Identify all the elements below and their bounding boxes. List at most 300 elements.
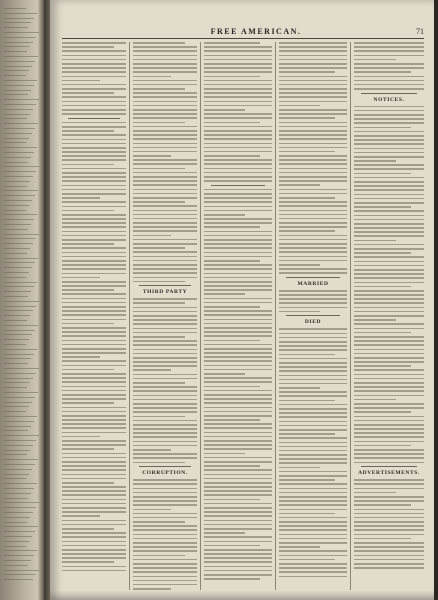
text-line xyxy=(279,521,347,523)
text-line xyxy=(133,193,197,195)
text-line xyxy=(354,131,424,133)
text-line xyxy=(279,433,335,435)
text-line xyxy=(279,134,347,136)
text-line xyxy=(133,67,197,69)
text-line xyxy=(204,260,260,262)
text-line xyxy=(62,189,126,191)
previous-page-text-line xyxy=(4,368,39,369)
text-line xyxy=(279,500,347,502)
previous-page-text-line xyxy=(4,118,27,119)
text-line xyxy=(279,50,347,52)
text-line xyxy=(204,499,260,501)
previous-page-text-line xyxy=(4,426,31,427)
previous-page-text-line xyxy=(4,262,35,263)
previous-page-text-line xyxy=(4,421,34,422)
text-line xyxy=(279,349,347,351)
text-line xyxy=(133,88,185,90)
previous-page-text-line xyxy=(4,234,39,235)
text-line xyxy=(279,290,347,292)
text-line xyxy=(133,546,197,548)
text-line xyxy=(279,168,347,170)
text-line xyxy=(354,445,411,447)
text-line xyxy=(204,105,272,107)
text-line xyxy=(354,403,424,405)
text-line xyxy=(133,272,197,274)
text-line xyxy=(204,398,272,400)
text-line xyxy=(354,110,424,112)
previous-page-text-line xyxy=(4,498,28,499)
text-line xyxy=(62,566,126,568)
text-line xyxy=(204,226,260,228)
text-line xyxy=(279,67,347,69)
text-line xyxy=(133,453,197,455)
text-line xyxy=(354,546,424,548)
text-line xyxy=(279,307,347,309)
text-line xyxy=(133,101,197,103)
text-line xyxy=(204,474,272,476)
text-line xyxy=(354,148,424,150)
text-line xyxy=(279,193,347,195)
text-line xyxy=(279,504,347,506)
text-line xyxy=(279,370,347,372)
text-line xyxy=(133,210,197,212)
text-line xyxy=(62,394,126,396)
text-line xyxy=(354,59,396,61)
text-line xyxy=(204,373,245,375)
section-heading-third-party: THIRD PARTY xyxy=(142,289,188,296)
text-line xyxy=(204,155,260,157)
section-heading-corruption: CORRUPTION. xyxy=(142,470,188,477)
text-line xyxy=(204,113,272,115)
text-line xyxy=(354,500,424,502)
previous-page-text-line xyxy=(4,339,29,340)
text-line xyxy=(133,424,197,426)
text-line xyxy=(204,285,272,287)
text-line xyxy=(204,369,272,371)
text-line xyxy=(354,135,424,137)
text-line xyxy=(354,261,424,263)
text-line xyxy=(204,570,272,572)
text-line xyxy=(279,159,347,161)
text-line xyxy=(204,273,272,275)
text-line xyxy=(204,532,245,534)
text-line xyxy=(279,113,347,115)
text-line xyxy=(204,390,272,392)
text-line xyxy=(354,428,424,430)
text-line xyxy=(204,289,272,291)
previous-page-text-line xyxy=(4,402,32,403)
previous-page-text-line xyxy=(4,517,30,518)
text-line xyxy=(354,177,424,179)
text-line xyxy=(279,180,347,182)
text-line xyxy=(354,529,424,531)
text-line xyxy=(133,336,185,338)
text-line xyxy=(204,306,260,308)
text-line xyxy=(62,432,126,434)
text-line xyxy=(62,352,126,354)
text-line xyxy=(62,273,126,275)
text-line xyxy=(204,147,272,149)
text-line xyxy=(62,55,126,57)
text-line xyxy=(354,143,424,145)
text-line xyxy=(204,574,272,576)
section-rule xyxy=(286,315,340,316)
text-line xyxy=(354,307,424,309)
text-line xyxy=(204,55,272,57)
text-line xyxy=(133,235,171,237)
text-line xyxy=(354,488,424,490)
previous-page-text-line xyxy=(4,454,27,455)
text-line xyxy=(62,76,126,78)
text-line xyxy=(204,461,272,463)
text-line xyxy=(279,172,347,174)
text-line xyxy=(279,272,347,274)
previous-page-text-line xyxy=(4,301,39,302)
text-line xyxy=(279,467,320,469)
text-line xyxy=(133,205,197,207)
text-line xyxy=(354,269,424,271)
text-line xyxy=(354,509,424,511)
text-line xyxy=(279,391,347,393)
text-line xyxy=(204,402,272,404)
text-line xyxy=(62,545,126,547)
text-line xyxy=(204,553,272,555)
previous-page-text-line xyxy=(4,258,38,259)
text-line xyxy=(204,453,245,455)
previous-page-text-line xyxy=(4,435,39,436)
text-line xyxy=(354,127,411,129)
text-line xyxy=(62,541,126,543)
text-line xyxy=(279,260,347,262)
text-line xyxy=(133,243,197,245)
text-line xyxy=(279,379,347,381)
text-line xyxy=(354,479,424,481)
text-line xyxy=(354,227,424,229)
text-line xyxy=(354,168,424,170)
text-column-3 xyxy=(204,42,272,590)
text-line xyxy=(354,248,424,250)
previous-page-text-line xyxy=(4,210,26,211)
text-line xyxy=(204,469,272,471)
text-line xyxy=(204,134,272,136)
text-line xyxy=(279,328,347,330)
text-line xyxy=(354,567,424,569)
text-line xyxy=(204,444,272,446)
text-line xyxy=(62,67,126,69)
text-line xyxy=(133,105,197,107)
text-line xyxy=(354,340,424,342)
text-line xyxy=(279,247,347,249)
text-line xyxy=(204,59,272,61)
text-line xyxy=(133,563,197,565)
previous-page-text-line xyxy=(4,157,31,158)
text-line xyxy=(133,71,197,73)
text-line xyxy=(133,147,197,149)
text-line xyxy=(133,420,197,422)
text-line xyxy=(354,206,411,208)
text-line xyxy=(279,529,347,531)
previous-page-text-line xyxy=(4,411,26,412)
text-line xyxy=(204,138,272,140)
text-line xyxy=(133,496,197,498)
text-line xyxy=(279,311,320,313)
text-line xyxy=(204,168,272,170)
text-line xyxy=(62,440,126,442)
text-line xyxy=(133,521,185,523)
text-line xyxy=(204,427,272,429)
text-line xyxy=(62,314,126,316)
text-line xyxy=(279,239,347,241)
previous-page-text-line xyxy=(4,70,29,71)
page-header-title: FREE AMERICAN. xyxy=(210,27,302,36)
text-line xyxy=(133,445,197,447)
text-line xyxy=(62,235,126,237)
text-line xyxy=(279,268,347,270)
text-line xyxy=(204,515,272,517)
text-line xyxy=(354,386,424,388)
previous-page-text-line xyxy=(4,483,37,484)
text-line xyxy=(133,483,197,485)
text-line xyxy=(204,432,272,434)
text-line xyxy=(354,496,424,498)
text-line xyxy=(204,323,272,325)
text-line xyxy=(279,366,347,368)
text-line xyxy=(354,319,396,321)
text-line xyxy=(354,290,424,292)
text-column-1 xyxy=(62,42,126,590)
text-line xyxy=(354,382,424,384)
text-line xyxy=(204,101,272,103)
text-line xyxy=(354,504,411,506)
text-line xyxy=(279,408,347,410)
text-line xyxy=(204,440,272,442)
text-line xyxy=(279,109,347,111)
previous-page-text-line xyxy=(4,354,34,355)
text-line xyxy=(62,469,126,471)
text-line xyxy=(133,411,197,413)
text-line xyxy=(133,407,197,409)
text-line xyxy=(62,50,126,52)
text-line xyxy=(279,76,347,78)
section-rule xyxy=(211,185,265,186)
text-line xyxy=(279,525,347,527)
text-line xyxy=(62,130,114,132)
text-line xyxy=(354,223,424,225)
text-line xyxy=(279,155,347,157)
text-line xyxy=(354,63,424,65)
text-line xyxy=(279,546,320,548)
text-line xyxy=(354,277,424,279)
text-line xyxy=(62,159,126,161)
text-line xyxy=(62,415,126,417)
text-line xyxy=(279,534,347,536)
previous-page-text-line xyxy=(4,8,26,9)
text-line xyxy=(62,143,126,145)
text-line xyxy=(204,176,272,178)
text-line xyxy=(279,404,347,406)
previous-page-text-line xyxy=(4,474,29,475)
text-line xyxy=(204,536,272,538)
text-line xyxy=(62,561,114,563)
text-line xyxy=(279,345,347,347)
text-line xyxy=(133,189,197,191)
text-line xyxy=(133,369,171,371)
text-line xyxy=(204,561,272,563)
text-line xyxy=(62,180,126,182)
text-line xyxy=(204,520,272,522)
previous-page-text-line xyxy=(4,512,33,513)
text-line xyxy=(133,230,197,232)
text-line xyxy=(62,331,126,333)
text-line xyxy=(204,457,272,459)
section-heading-notices: NOTICES. xyxy=(373,96,405,103)
text-line xyxy=(279,205,347,207)
text-line xyxy=(354,559,424,561)
text-line xyxy=(62,293,126,295)
text-line xyxy=(204,50,272,52)
text-line xyxy=(62,520,126,522)
text-line xyxy=(354,432,424,434)
previous-page-text-line xyxy=(4,200,32,201)
text-line xyxy=(204,411,272,413)
text-line xyxy=(204,63,272,65)
text-line xyxy=(62,243,114,245)
text-line xyxy=(62,407,126,409)
previous-page-text-line xyxy=(4,450,30,451)
text-line xyxy=(279,130,347,132)
text-line xyxy=(204,423,272,425)
text-line xyxy=(354,235,424,237)
text-line xyxy=(354,550,424,552)
text-line xyxy=(133,361,197,363)
previous-page-text-line xyxy=(4,238,36,239)
text-line xyxy=(62,402,114,404)
text-line xyxy=(279,96,347,98)
previous-page-text-line xyxy=(4,109,33,110)
text-line xyxy=(279,458,347,460)
text-line xyxy=(354,521,424,523)
text-line xyxy=(204,189,272,191)
text-line xyxy=(279,302,347,304)
text-line xyxy=(133,59,197,61)
previous-page-text-line xyxy=(4,397,35,398)
text-line xyxy=(279,488,347,490)
text-line xyxy=(62,139,126,141)
text-line xyxy=(354,185,424,187)
text-line xyxy=(62,444,126,446)
previous-page-text-line xyxy=(4,334,32,335)
text-line xyxy=(204,352,272,354)
text-line xyxy=(133,239,197,241)
text-line xyxy=(354,441,424,443)
previous-page-text-line xyxy=(4,248,30,249)
text-line xyxy=(354,453,424,455)
text-line xyxy=(354,411,411,413)
text-line xyxy=(133,555,185,557)
text-line xyxy=(354,357,424,359)
previous-page-text-line xyxy=(4,392,38,393)
previous-page-text-line xyxy=(4,176,33,177)
text-line xyxy=(204,281,272,283)
text-line xyxy=(204,247,272,249)
text-line xyxy=(62,549,126,551)
text-line xyxy=(133,315,197,317)
text-line xyxy=(133,365,197,367)
previous-page-text-line xyxy=(4,555,34,556)
text-line xyxy=(354,449,424,451)
text-line xyxy=(133,180,197,182)
text-line xyxy=(133,416,185,418)
previous-page-text-line xyxy=(4,296,28,297)
text-line xyxy=(62,478,126,480)
text-line xyxy=(354,122,424,124)
text-line xyxy=(133,504,197,506)
text-line xyxy=(354,252,411,254)
text-line xyxy=(279,387,320,389)
text-line xyxy=(354,156,424,158)
previous-page-text-line xyxy=(4,18,34,19)
text-line xyxy=(279,475,347,477)
previous-page-text-line xyxy=(4,373,36,374)
text-line xyxy=(354,416,424,418)
text-line xyxy=(204,415,272,417)
text-line xyxy=(204,319,272,321)
text-line xyxy=(354,88,424,90)
text-line xyxy=(62,42,126,44)
text-line xyxy=(204,163,272,165)
text-line xyxy=(62,46,114,48)
text-line xyxy=(354,80,424,82)
text-line xyxy=(133,201,185,203)
text-line xyxy=(62,344,126,346)
text-line xyxy=(354,46,424,48)
previous-page-text-line xyxy=(4,430,28,431)
text-line xyxy=(204,206,272,208)
text-line xyxy=(204,277,272,279)
text-column-5 xyxy=(354,42,424,590)
text-line xyxy=(279,450,347,452)
text-line xyxy=(279,454,347,456)
text-line xyxy=(279,337,347,339)
text-line xyxy=(279,80,347,82)
text-line xyxy=(204,46,272,48)
text-line xyxy=(204,201,272,203)
text-line xyxy=(354,407,424,409)
text-line xyxy=(133,584,197,586)
text-line xyxy=(133,143,197,145)
previous-page-text-line xyxy=(4,224,31,225)
text-line xyxy=(62,411,126,413)
text-line xyxy=(279,46,347,48)
text-line xyxy=(204,235,272,237)
text-line xyxy=(133,155,171,157)
previous-page-text-line xyxy=(4,507,36,508)
previous-page-text-line xyxy=(4,123,38,124)
text-line xyxy=(133,302,185,304)
text-line xyxy=(204,130,272,132)
text-line xyxy=(354,273,424,275)
text-line xyxy=(354,231,424,233)
text-line xyxy=(279,59,347,61)
text-line xyxy=(133,390,197,392)
previous-page-text-line xyxy=(4,152,34,153)
text-line xyxy=(204,109,245,111)
text-line xyxy=(133,92,197,94)
text-line xyxy=(204,507,272,509)
text-line xyxy=(354,286,411,288)
previous-page-text-line xyxy=(4,349,37,350)
text-line xyxy=(133,298,197,300)
